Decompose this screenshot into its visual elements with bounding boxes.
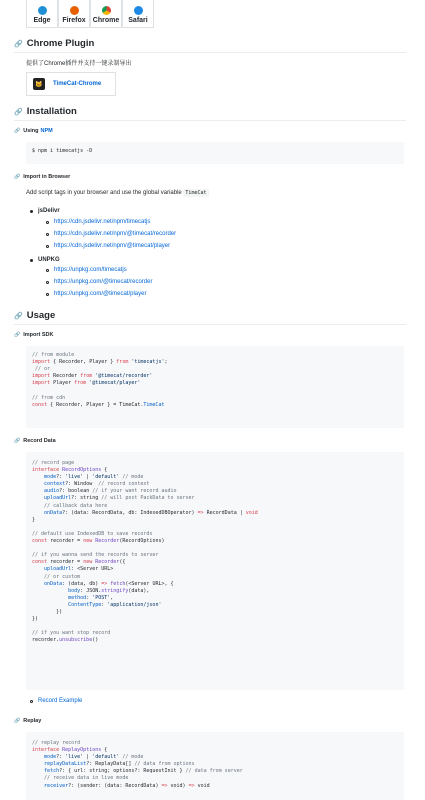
unpkg-link-recorder[interactable]: https://unpkg.com/@timecat/recorder: [46, 279, 152, 285]
browser-support-row: [26, 0, 154, 28]
global-variable-tag: TimeCat: [185, 190, 207, 196]
jsdelivr-link-timecatjs[interactable]: https://cdn.jsdelivr.net/npm/timecatjs: [46, 219, 150, 225]
anchor-link-icon[interactable]: 🔗: [14, 332, 21, 338]
jsdelivr-link-player[interactable]: https://cdn.jsdelivr.net/npm/@timecat/player: [46, 243, 170, 249]
jsdelivr-link-recorder[interactable]: https://cdn.jsdelivr.net/npm/@timecat/recorder: [46, 231, 176, 237]
browser-firefox: Firefox: [58, 0, 90, 28]
timecat-logo-icon: 🐱: [33, 78, 45, 90]
divider: [14, 120, 406, 121]
import-sdk-heading: 🔗 Import SDK: [14, 332, 54, 338]
divider: [14, 52, 406, 53]
anchor-link-icon[interactable]: 🔗: [14, 174, 21, 180]
firefox-icon: [70, 6, 79, 15]
npm-link[interactable]: NPM: [40, 128, 53, 134]
chrome-plugin-card[interactable]: 🐱 TimeCat-Chrome: [26, 72, 116, 96]
installation-heading: 🔗 Installation: [14, 106, 77, 117]
list-item-jsdelivr: jsDelivr: [30, 208, 60, 214]
list-item-unpkg: UNPKG: [30, 257, 60, 263]
replay-heading: 🔗 Replay: [14, 718, 42, 724]
npm-install-code: $ npm i timecatjs -D: [26, 142, 404, 164]
using-npm-heading: 🔗 Using NPM: [14, 128, 53, 134]
anchor-link-icon[interactable]: 🔗: [14, 108, 23, 116]
record-example-link[interactable]: Record Example: [30, 698, 82, 704]
import-in-browser-heading: 🔗 Import in Browser: [14, 174, 71, 180]
safari-icon: [134, 6, 143, 15]
import-sdk-code: // from module import { Recorder, Player } from 'timecatjs'; // or import Recorder from '@timecat/recorder' import Player from '@timecat/player' // from cdn const { Recorder, Player } = TimeCat.TimeCat: [26, 346, 404, 428]
anchor-link-icon[interactable]: 🔗: [14, 312, 23, 320]
chrome-plugin-heading: 🔗 Chrome Plugin: [14, 38, 95, 49]
anchor-link-icon[interactable]: 🔗: [14, 40, 23, 48]
record-data-heading: 🔗 Record Data: [14, 438, 56, 444]
browser-edge: Edge: [26, 0, 58, 28]
add-script-text: Add script tags in your browser and use the global variable TimeCat: [26, 190, 207, 196]
anchor-link-icon[interactable]: 🔗: [14, 438, 21, 444]
browser-safari: Safari: [122, 0, 154, 28]
divider: [14, 324, 406, 325]
unpkg-link-timecatjs[interactable]: https://unpkg.com/timecatjs: [46, 267, 127, 273]
chrome-plugin-desc: 提供了Chrome插件并支持一键录制导出: [26, 61, 132, 67]
record-data-code: // record page interface RecordOptions { mode?: 'live' | 'default' // mode context?: Window // record context audio?: boolean // if your want record audio uploadUrl?: string // will post PackData to server // callback data here onData?: (data: RecordData, db: IndexedDBOperator) => RecordData | void } // default use IndexedDB to save records const recorder = new Recorder(RecordOptions) // if you wanna send the records to server const recorder = new Recorder({ uploadUrl: <Server URL> // or custom onData: (data, db) => fetch(<Server URL>, { body: JSON.stringify(data), method: 'POST', ContentType: 'application/json' }) }) // if you want stop record recorder.unsubscribe(): [26, 452, 404, 690]
anchor-link-icon[interactable]: 🔗: [14, 718, 21, 724]
edge-icon: [38, 6, 47, 15]
chrome-icon: [102, 6, 111, 15]
browser-chrome: Chrome: [90, 0, 122, 28]
replay-code: // replay record interface ReplayOptions { mode?: 'live' | 'default' // mode replayDataList?: ReplayData[] // data from options fetch?: { url: string; options?: RequestInit } // data from server // receive data in live mode receiver?: (sender: (data: RecordData) => void) => void: [26, 732, 404, 800]
usage-heading: 🔗 Usage: [14, 310, 56, 321]
anchor-link-icon[interactable]: 🔗: [14, 128, 21, 134]
unpkg-link-player[interactable]: https://unpkg.com/@timecat/player: [46, 291, 146, 297]
